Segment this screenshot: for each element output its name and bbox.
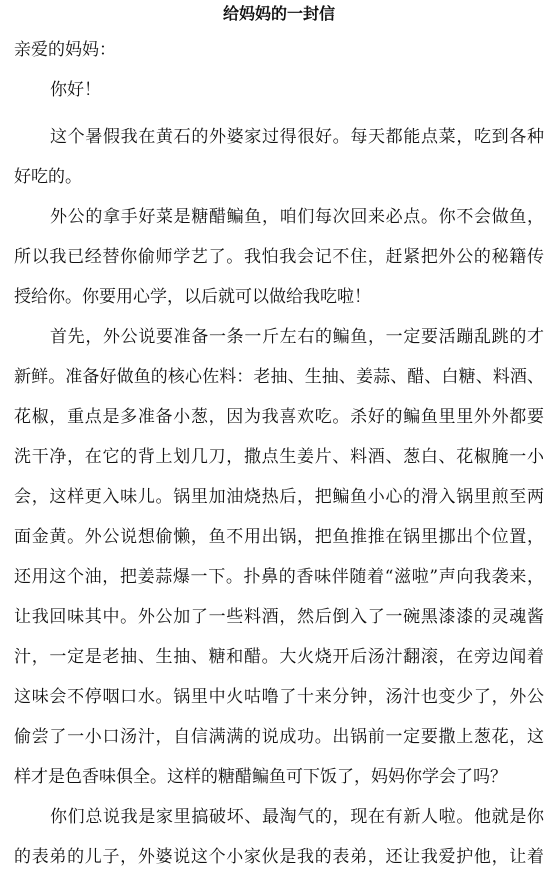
letter-greeting: 你好！ [50,80,101,100]
letter-line: 所以我已经替你偷师学艺了。我怕我会记不住，赶紧把外公的秘籍传 [14,247,544,267]
letter-line: 授给你。你要用心学，以后就可以做给我吃啦！ [14,287,371,307]
letter-line: 样才是色香味俱全。这样的糖醋鳊鱼可下饭了，妈妈你学会了吗？ [14,767,507,787]
letter-line: 花椒，重点是多准备小葱，因为我喜欢吃。杀好的鳊鱼里里外外都要 [14,407,544,427]
letter-line: 外公的拿手好菜是糖醋鳊鱼，咱们每次回来必点。你不会做鱼， [50,207,544,227]
letter-line: 汁，一定是老抽、生抽、糖和醋。大火烧开后汤汁翻滚，在旁边闻着 [14,647,544,667]
letter-line: 好吃的。 [14,167,82,187]
letter-line: 首先，外公说要准备一条一斤左右的鳊鱼，一定要活蹦乱跳的才 [50,327,544,347]
letter-line: 这味会不停咽口水。锅里中火咕噜了十来分钟，汤汁也变少了，外公 [14,687,544,707]
letter-line: 的表弟的儿子，外婆说这个小家伙是我的表弟，还让我爱护他，让着 [14,847,544,867]
letter-line: 面金黄。外公说想偷懒，鱼不用出锅，把鱼推推在锅里挪出个位置， [14,527,544,547]
letter-line: 洗干净，在它的背上划几刀，撒点生姜片、料酒、葱白、花椒腌一小 [14,447,544,467]
letter-salutation: 亲爱的妈妈： [14,40,116,60]
letter-line: 还用这个油，把姜蒜爆一下。扑鼻的香味伴随着“滋啦”声向我袭来， [14,567,544,587]
letter-body [14,117,544,877]
letter-line: 偷尝了一小口汤汁，自信满满的说成功。出锅前一定要撒上葱花，这 [14,727,544,747]
letter-line: 新鲜。准备好做鱼的核心佐料：老抽、生抽、姜蒜、醋、白糖、料酒、 [14,367,544,387]
letter-line: 让我回味其中。外公加了一些料酒，然后倒入了一碗黑漆漆的灵魂酱 [14,607,544,627]
letter-line: 你们总说我是家里搞破坏、最淘气的，现在有新人啦。他就是你 [50,807,544,827]
letter-line: 这个暑假我在黄石的外婆家过得很好。每天都能点菜，吃到各种 [50,127,544,147]
letter-title: 给妈妈的一封信 [222,4,335,23]
letter-line: 会，这样更入味儿。锅里加油烧热后，把鳊鱼小心的滑入锅里煎至两 [14,487,544,507]
